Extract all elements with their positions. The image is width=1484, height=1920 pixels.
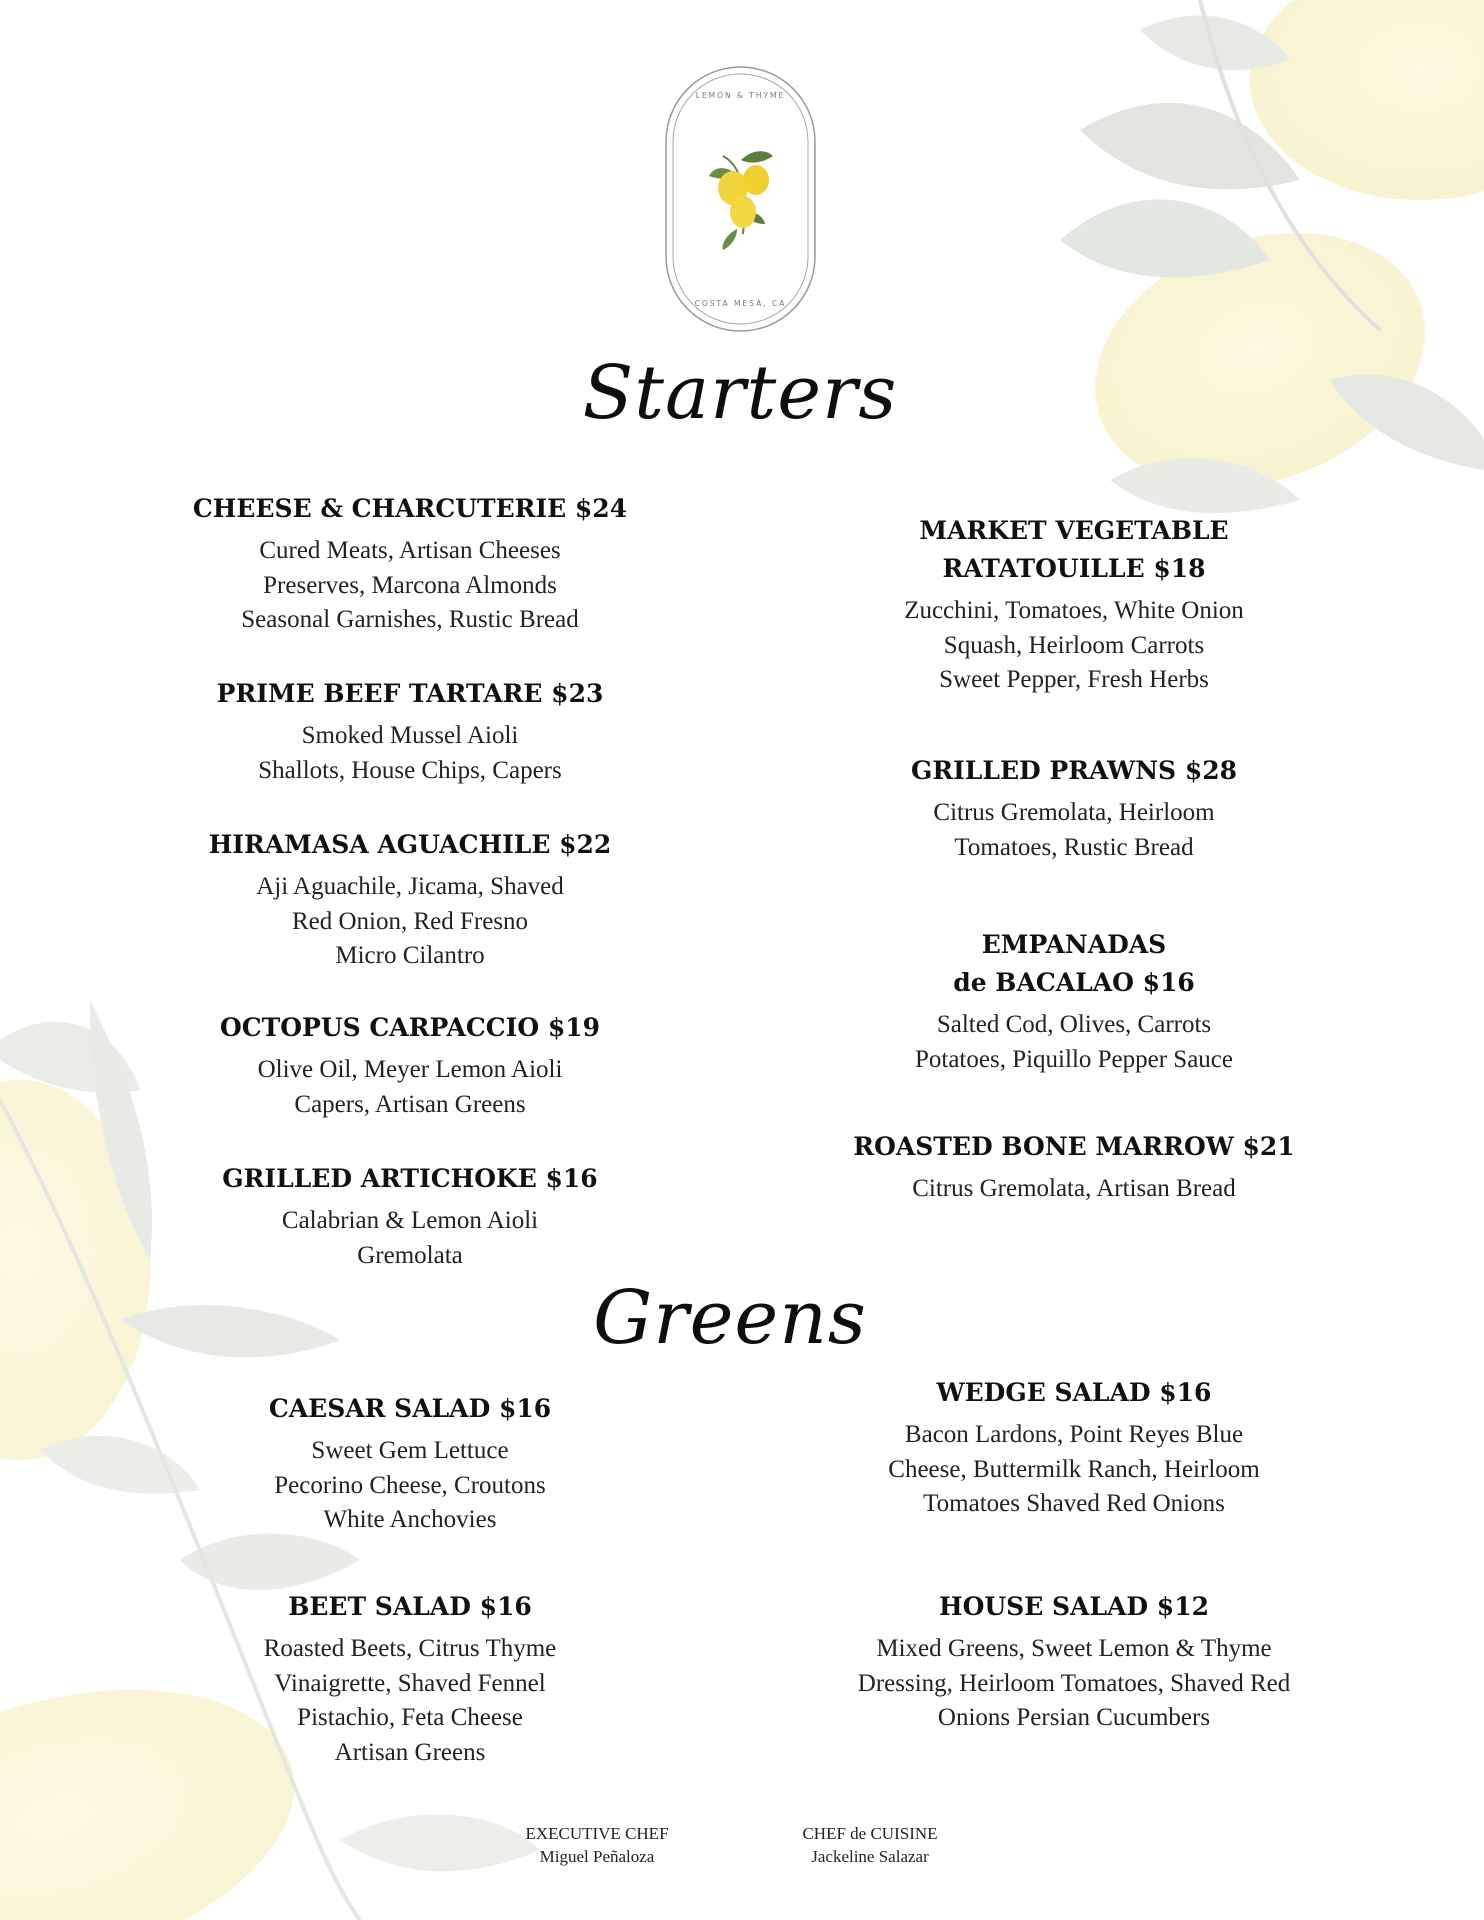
logo-bottom-text: COSTA MESA, CA bbox=[694, 299, 787, 308]
item-description bbox=[160, 1632, 660, 1770]
item-name: OCTOPUS CARPACCIO $19 bbox=[219, 1013, 601, 1042]
menu-item bbox=[824, 1374, 1324, 1522]
description-line: Citrus Gremolata, Heirloom bbox=[933, 799, 1215, 826]
description-line: Tomatoes, Rustic Bread bbox=[954, 833, 1194, 861]
item-description bbox=[824, 1008, 1324, 1077]
description-line: Onions Persian Cucumbers bbox=[937, 1704, 1211, 1731]
item-description bbox=[160, 719, 660, 788]
item-description bbox=[160, 534, 660, 638]
menu-item bbox=[824, 1588, 1324, 1736]
menu-item bbox=[824, 752, 1324, 865]
description-line: Citrus Gremolata, Artisan Bread bbox=[912, 1175, 1236, 1202]
item-name: CHEESE & CHARCUTERIE $24 bbox=[192, 494, 628, 523]
item-name: PRIME BEEF TARTARE $23 bbox=[216, 679, 604, 708]
description-line: Squash, Heirloom Carrots bbox=[943, 631, 1205, 659]
chef-title: CHEF de CUISINE bbox=[802, 1824, 938, 1843]
description-line: Seasonal Garnishes, Rustic Bread bbox=[241, 606, 579, 633]
menu-item bbox=[160, 675, 660, 788]
lemon-and-thyme-logo bbox=[663, 64, 818, 334]
description-line: Calabrian & Lemon Aioli bbox=[281, 1207, 539, 1234]
item-name: WEDGE SALAD $16 bbox=[936, 1378, 1212, 1407]
item-name bbox=[824, 512, 1324, 588]
description-line: Bacon Lardons, Point Reyes Blue bbox=[904, 1421, 1244, 1448]
item-name: GRILLED ARTICHOKE $16 bbox=[222, 1164, 598, 1193]
description-line: Olive Oil, Meyer Lemon Aioli bbox=[257, 1056, 563, 1083]
item-name-line: RATATOUILLE $18 bbox=[942, 554, 1206, 583]
menu-item bbox=[160, 1160, 660, 1273]
description-line: Sweet Gem Lettuce bbox=[311, 1437, 509, 1464]
item-name: CAESAR SALAD $16 bbox=[268, 1394, 552, 1423]
item-name-line: GRILLED PRAWNS $28 bbox=[910, 756, 1237, 785]
menu-item bbox=[160, 490, 660, 638]
chef-title: EXECUTIVE CHEF bbox=[525, 1824, 669, 1843]
description-line: Red Onion, Red Fresno bbox=[291, 907, 529, 935]
description-line: Tomatoes Shaved Red Onions bbox=[923, 1490, 1225, 1517]
item-description bbox=[160, 1434, 660, 1538]
item-description bbox=[824, 1632, 1324, 1736]
menu-item bbox=[160, 826, 660, 974]
menu-item bbox=[160, 1009, 660, 1122]
item-description bbox=[824, 796, 1324, 865]
description-line: Pecorino Cheese, Croutons bbox=[274, 1471, 546, 1499]
item-name: HIRAMASA AGUACHILE $22 bbox=[208, 830, 612, 859]
description-line: Smoked Mussel Aioli bbox=[301, 722, 519, 749]
item-description bbox=[824, 1418, 1324, 1522]
item-name: BEET SALAD $16 bbox=[288, 1592, 532, 1621]
description-line: Zucchini, Tomatoes, White Onion bbox=[904, 597, 1244, 624]
greens-heading: Greens bbox=[593, 1275, 867, 1361]
item-name-line: ROASTED BONE MARROW $21 bbox=[853, 1132, 1295, 1161]
item-description bbox=[160, 1053, 660, 1122]
description-line: Cheese, Buttermilk Ranch, Heirloom bbox=[888, 1455, 1260, 1483]
description-line: Gremolata bbox=[357, 1241, 463, 1269]
description-line: Shallots, House Chips, Capers bbox=[258, 756, 562, 784]
description-line: Mixed Greens, Sweet Lemon & Thyme bbox=[876, 1635, 1272, 1662]
description-line: Roasted Beets, Citrus Thyme bbox=[263, 1635, 557, 1662]
chef-name: Jackeline Salazar bbox=[811, 1847, 929, 1866]
item-name-line: EMPANADAS bbox=[981, 930, 1167, 959]
description-line: Artisan Greens bbox=[334, 1738, 486, 1766]
logo-top-text: LEMON & THYME bbox=[695, 91, 786, 100]
description-line: Sweet Pepper, Fresh Herbs bbox=[939, 666, 1209, 693]
item-name: HOUSE SALAD $12 bbox=[938, 1592, 1209, 1621]
description-line: Micro Cilantro bbox=[335, 942, 485, 969]
description-line: Potatoes, Piquillo Pepper Sauce bbox=[914, 1045, 1234, 1073]
item-description bbox=[824, 1172, 1324, 1207]
description-line: Pistachio, Feta Cheese bbox=[297, 1704, 523, 1731]
description-line: Preserves, Marcona Almonds bbox=[263, 571, 557, 599]
chef-name: Miguel Peñaloza bbox=[539, 1847, 655, 1866]
item-name-line: de BACALAO $16 bbox=[953, 968, 1195, 997]
menu-item bbox=[824, 512, 1324, 698]
description-line: Salted Cod, Olives, Carrots bbox=[936, 1011, 1212, 1038]
executive-chef-credit bbox=[497, 1822, 697, 1868]
item-description bbox=[824, 594, 1324, 698]
menu-item bbox=[160, 1588, 660, 1770]
item-name bbox=[824, 1128, 1324, 1166]
description-line: Vinaigrette, Shaved Fennel bbox=[274, 1669, 546, 1697]
item-description bbox=[160, 870, 660, 974]
starters-heading: Starters bbox=[582, 350, 898, 436]
description-line: Aji Aguachile, Jicama, Shaved bbox=[256, 873, 564, 900]
menu-item bbox=[824, 926, 1324, 1077]
description-line: Cured Meats, Artisan Cheeses bbox=[259, 537, 561, 564]
item-name bbox=[824, 752, 1324, 790]
description-line: Dressing, Heirloom Tomatoes, Shaved Red bbox=[857, 1669, 1291, 1697]
item-name-line: MARKET VEGETABLE bbox=[919, 516, 1229, 545]
description-line: White Anchovies bbox=[323, 1506, 497, 1533]
menu-item bbox=[160, 1390, 660, 1538]
description-line: Capers, Artisan Greens bbox=[294, 1090, 526, 1118]
item-name bbox=[824, 926, 1324, 1002]
menu-item bbox=[824, 1128, 1324, 1207]
chef-de-cuisine-credit bbox=[770, 1822, 970, 1868]
item-description bbox=[160, 1204, 660, 1273]
